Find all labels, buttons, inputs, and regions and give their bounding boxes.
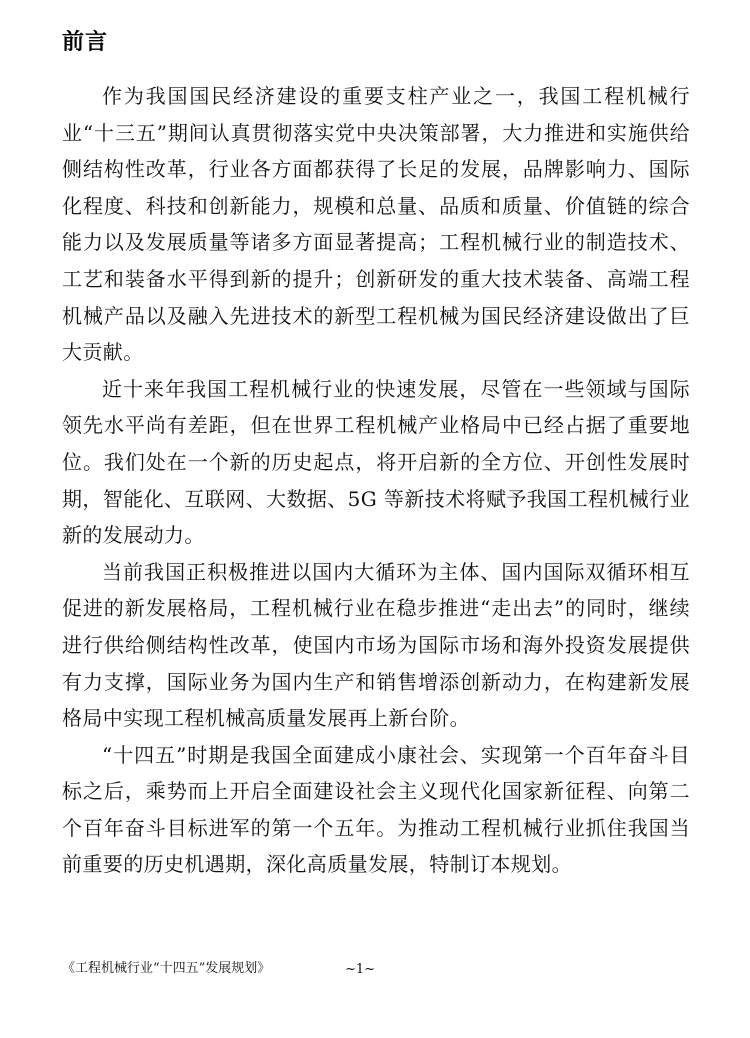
document-body bbox=[62, 78, 690, 883]
paragraph-4: “十四五”时期是我国全面建成小康社会、实现第一个百年奋斗目标之后，乘势而上开启全面建设社会主义现代化国家新征程、向第二个百年奋斗目标进军的第一个五年。为推动工程机械行业抓住我国当前重要的历史机遇期，深化高质量发展，特制订本规划。 bbox=[62, 742, 690, 877]
footer-page-number: ~1~ bbox=[345, 962, 376, 977]
paragraph-1: 作为我国国民经济建设的重要支柱产业之一，我国工程机械行业“十三五”期间认真贯彻落实党中央决策部署，大力推进和实施供给侧结构性改革，行业各方面都获得了长足的发展，品牌影响力、国际化程度、科技和创新能力，规模和总量、品质和质量、价值链的综合能力以及发展质量等诸多方面显著提高；工程机械行业的制造技术、工艺和装备水平得到新的提升；创新研发的重大技术装备、高端工程机械产品以及融入先进技术的新型工程机械为国民经济建设做出了巨大贡献。 bbox=[62, 84, 690, 365]
paragraph-2: 近十来年我国工程机械行业的快速发展，尽管在一些领域与国际领先水平尚有差距，但在世界工程机械产业格局中已经占据了重要地位。我们处在一个新的历史起点，将开启新的全方位、开创性发展时期，智能化、互联网、大数据、5G 等新技术将赋予我国工程机械行业新的发展动力。 bbox=[62, 376, 690, 548]
paragraph-3: 当前我国正积极推进以国内大循环为主体、国内国际双循环相互促进的新发展格局，工程机械行业在稳步推进“走出去”的同时，继续进行供给侧结构性改革，使国内市场为国际市场和海外投资发展提供有力支撑，国际业务为国内生产和销售增添创新动力，在构建新发展格局中实现工程机械高质量发展再上新台阶。 bbox=[62, 559, 690, 731]
footer-document-title: 《工程机械行业“十四五”发展规划》 bbox=[62, 961, 271, 976]
section-heading: 前言 bbox=[62, 30, 109, 55]
